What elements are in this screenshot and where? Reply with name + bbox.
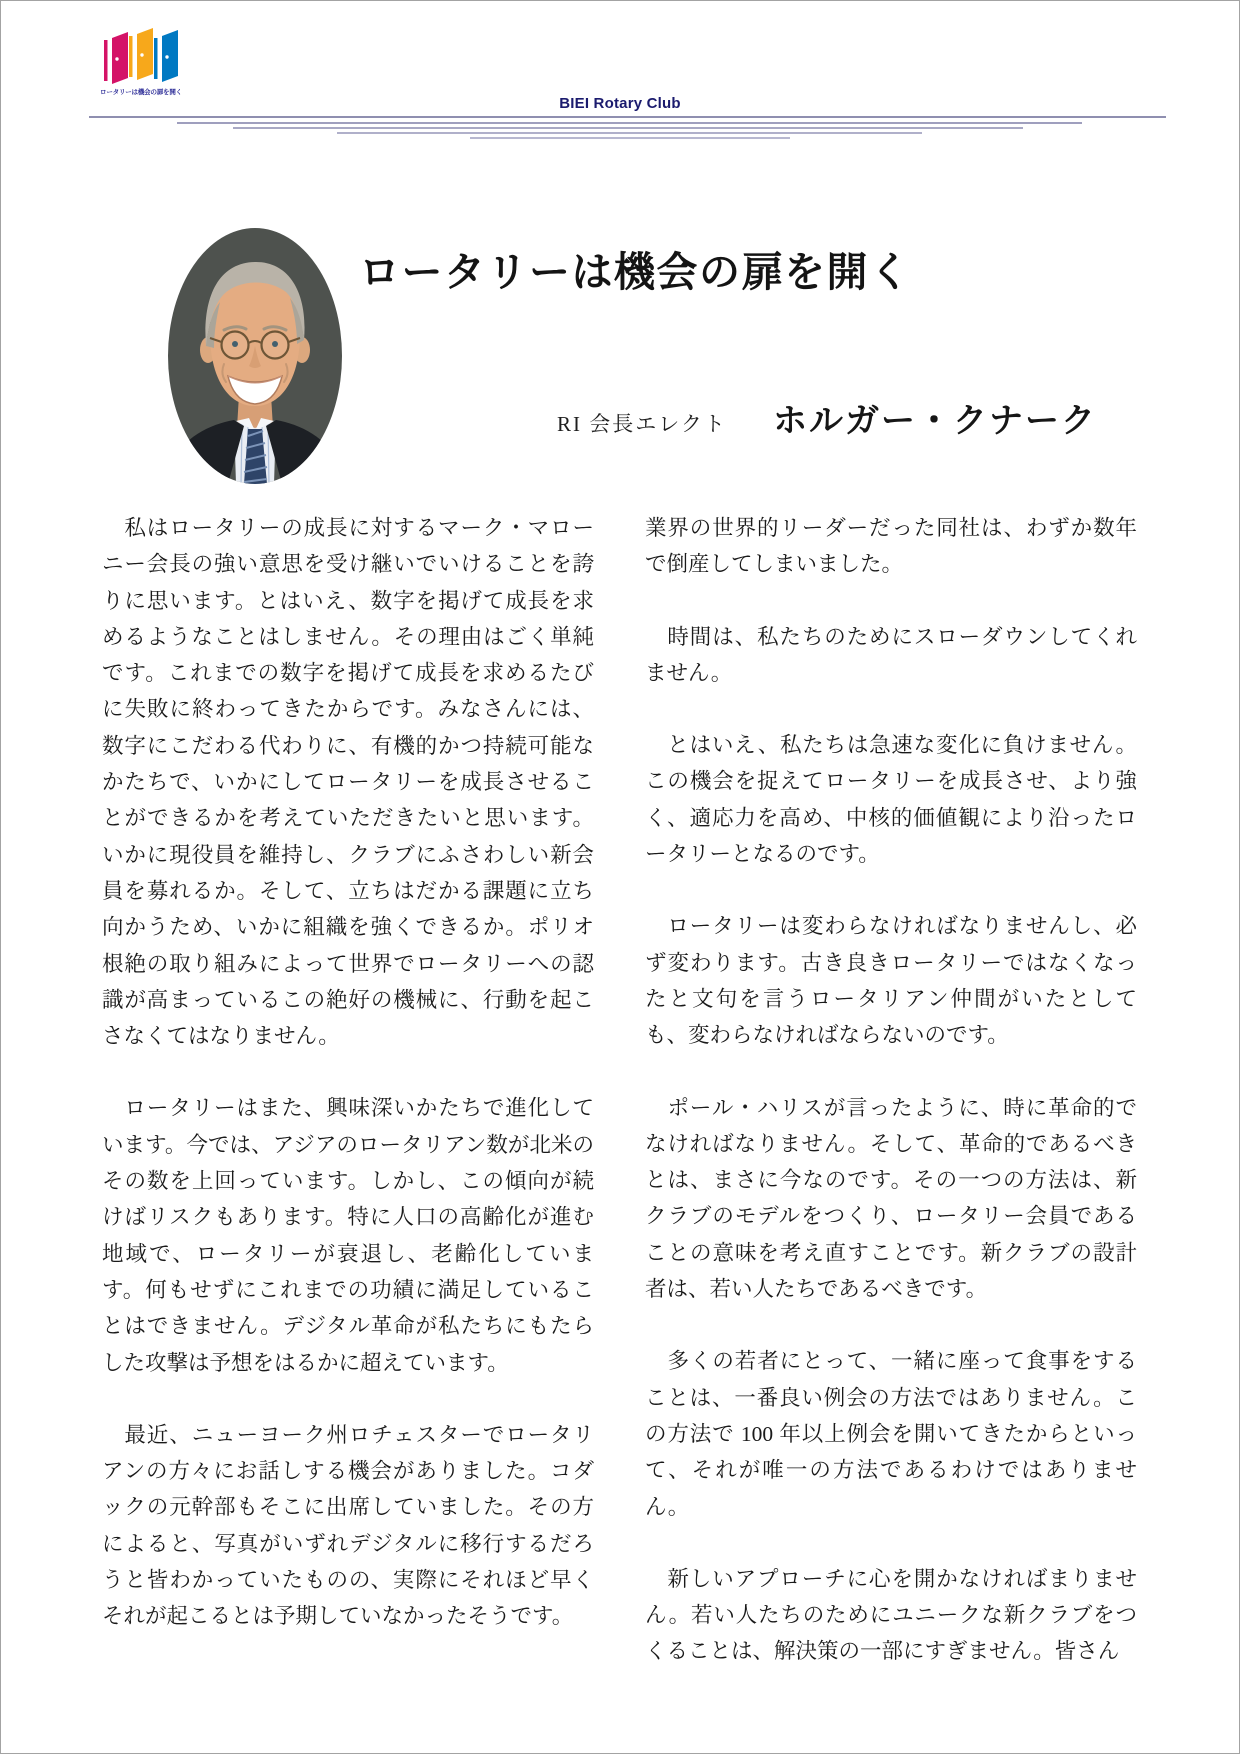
- paragraph: 最近、ニューヨーク州ロチェスターでロータリアンの方々にお話しする機会がありました。コダックの元幹部もそこに出席していました。その方によると、写真がいずれデジタルに移行するだろうと皆わかっていたものの、実際にそれほど早くそれが起こるとは予期していなかったそうです。: [102, 1422, 594, 1629]
- paragraph: ポール・ハリスが言ったように、時に革命的でなければなりません。そして、革命的であるべきとは、まさに今なのです。その一つの方法は、新クラブのモデルをつくり、ロータリー会員であることの意味を考え直すことです。新クラブの設計者は、若い人たちであるべきです。: [645, 1095, 1137, 1302]
- rotary-theme-logo: [99, 27, 183, 96]
- author-name: ホルガー・クナーク: [773, 403, 1097, 440]
- author-role: RI 会長エレクト: [557, 412, 727, 436]
- left-column: [102, 510, 594, 1671]
- paragraph: 私はロータリーの成長に対するマーク・マローニー会長の強い意思を受け継いでいけることを誇りに思います。とはいえ、数字を掲げて成長を求めるようなことはしません。その理由はごく単純です。これまでの数字を掲げて成長を求めるたびに失敗に終わってきたからです。みなさんには、数字にこだわる代わりに、有機的かつ持続可能なかたちで、いかにしてロータリーを成長させることができるかを考えていただきたいと思います。いかに現役員を維持し、クラブにふさわしい新会員を募れるか。そして、立ちはだかる課題に立ち向かうため、いかに組織を強くできるか。ポリオ根絶の取り組みによって世界でロータリーへの認識が高まっているこの絶好の機械に、行動を起こさなくてはなりません。: [102, 516, 594, 1049]
- author-portrait-photo: [168, 228, 342, 484]
- portrait-illustration: [168, 228, 342, 484]
- rotary-doors-icon: [102, 27, 180, 85]
- paragraph: 新しいアプローチに心を開かなければまりません。若い人たちのためにユニークな新クラブをつくることは、解決策の一部にすぎません。皆さん: [645, 1566, 1137, 1664]
- paragraph: 時間は、私たちのためにスローダウンしてくれません。: [645, 624, 1137, 685]
- paragraph: ロータリーは変わらなければなりませんし、必ず変わります。古き良きロータリーではなくなったと文句を言うロータリアン仲間がいたとしても、変わらなければならないのです。: [645, 914, 1137, 1048]
- paragraph: 業界の世界的リーダーだった同社は、わずか数年で倒産してしまいました。: [645, 516, 1137, 577]
- header-rule: [177, 122, 1082, 124]
- paragraph: とはいえ、私たちは急速な変化に負けません。この機会を捉えてロータリーを成長させ、より強く、適応力を高め、中核的価値観により沿ったロータリーとなるのです。: [645, 733, 1137, 867]
- logo-tagline: ロータリーは機会の扉を開く: [100, 89, 182, 96]
- right-column: [645, 510, 1137, 1706]
- header-rule: [337, 132, 922, 134]
- club-name: BIEI Rotary Club: [559, 95, 681, 112]
- article-title: ロータリーは機会の扉を開く: [359, 249, 912, 295]
- header-rule: [470, 137, 790, 139]
- header-rule: [89, 116, 1166, 118]
- header-rule: [233, 127, 1023, 129]
- paragraph: ロータリーはまた、興味深いかたちで進化しています。今では、アジアのロータリアン数が北米のその数を上回っています。しかし、この傾向が続けばリスクもあります。特に人口の高齢化が進む地域で、ロータリーが衰退し、老齢化しています。何もせずにこれまでの功績に満足していることはできません。デジタル革命が私たちにもたらした攻撃は予想をはるかに超えています。: [102, 1096, 594, 1375]
- paragraph: 多くの若者にとって、一緒に座って食事をすることは、一番良い例会の方法ではありません。この方法で 100 年以上例会を開いてきたからといって、それが唯一の方法であるわけではありません。: [645, 1349, 1137, 1519]
